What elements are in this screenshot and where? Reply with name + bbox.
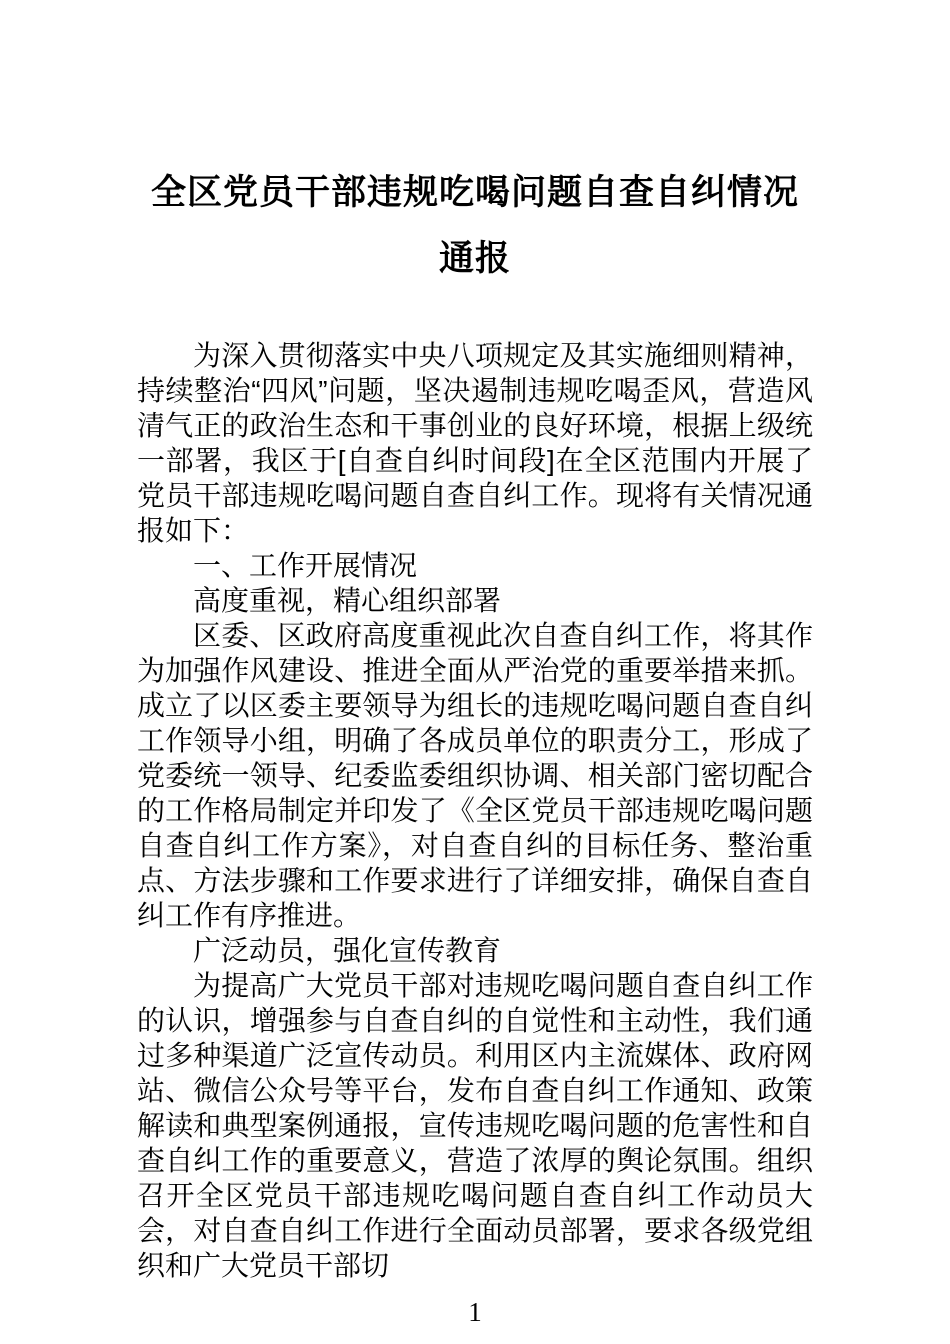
paragraph-organization: 区委、区政府高度重视此次自查自纠工作，将其作为加强作风建设、推进全面从严治党的重要举措来抓。成立了以区委主要领导为组长的违规吃喝问题自查自纠工作领导小组，明确了各成员单位的职责分工，形成了党委统一领导、纪委监委组织协调、相关部门密切配合的工作格局制定并印发了《全区党员干部违规吃喝问题自查自纠工作方案》，对自查自纠的目标任务、整治重点、方法步骤和工作要求进行了详细安排，确保自查自纠工作有序推进。: [137, 620, 813, 931]
subsection-heading-mobilization: 广泛动员，强化宣传教育: [193, 935, 502, 966]
page-number: 1: [468, 1297, 482, 1327]
section-heading-1: 一、工作开展情况: [193, 550, 418, 581]
paragraph-mobilization: 为提高广大党员干部对违规吃喝问题自查自纠工作的认识，增强参与自查自纠的自觉性和主动性，我们通过多种渠道广泛宣传动员。利用区内主流媒体、政府网站、微信公众号等平台，发布自查自纠工作通知、政策解读和典型案例通报，宣传违规吃喝问题的危害性和自查自纠工作的重要意义，营造了浓厚的舆论氛围。组织召开全区党员干部违规吃喝问题自查自纠工作动员大会，对自查自纠工作进行全面动员部署，要求各级党组织和广大党员干部切: [137, 970, 813, 1281]
document-title: [95, 0, 855, 292]
document-title-line-1: 全区党员干部违规吃喝问题自查自纠情况: [150, 173, 799, 212]
document-body: [137, 338, 813, 1283]
paragraph-intro: 为深入贯彻落实中央八项规定及其实施细则精神，持续整治“四风”问题，坚决遏制违规吃喝歪风，营造风清气正的政治生态和干事创业的良好环境，根据上级统一部署，我区于[自查自纠时间段]在全区范围内开展了党员干部违规吃喝问题自查自纠工作。现将有关情况通报如下：: [137, 340, 813, 546]
subsection-heading-organization: 高度重视，精心组织部署: [193, 585, 502, 616]
document-title-line-2: 通报: [438, 239, 511, 278]
